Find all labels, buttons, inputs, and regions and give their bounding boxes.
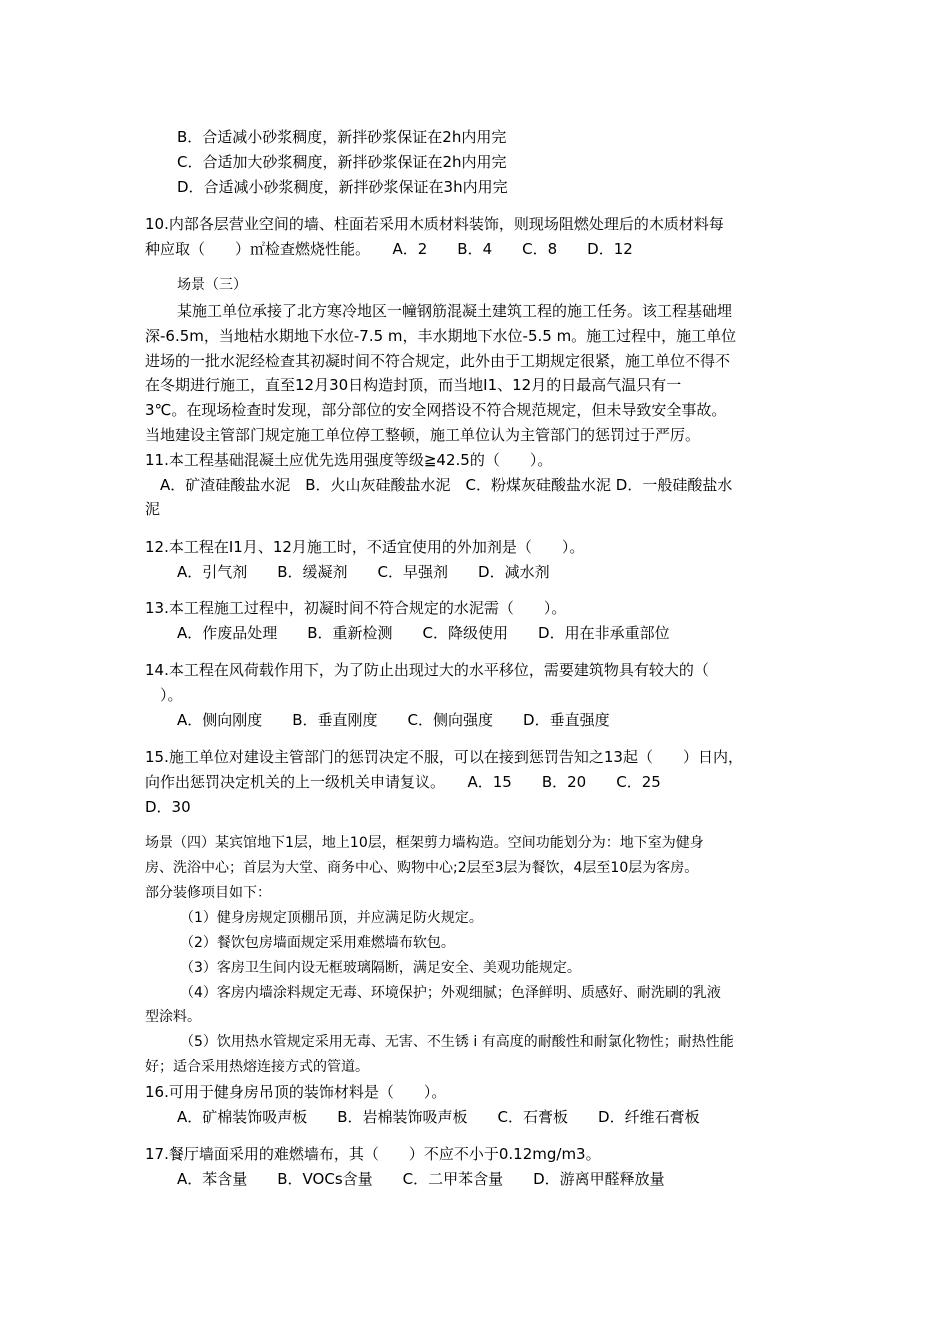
q11-options: A．矿渣硅酸盐水泥 B．火山灰硅酸盐水泥 C．粉煤灰硅酸盐水泥 D．一般硅酸盐水 bbox=[160, 476, 733, 494]
q13-options: A．作废品处理 B．重新检测 C．降级使用 D．用在非承重部位 bbox=[177, 624, 670, 642]
scenario-4-line1: 场景（四）某宾馆地下1层，地上10层，框架剪力墙构造。空间功能划分为：地下室为健身 bbox=[145, 835, 704, 851]
q10-stem-line2: 种应取（ ）㎡检查燃烧性能。 A．2 B．4 C．8 D．12 bbox=[145, 240, 633, 258]
scenario-4-item4: （4）客房内墙涂料规定无毒、环境保护；外观细腻；色泽鲜明、质感好、耐洗刷的乳液 bbox=[180, 985, 721, 1001]
q17-options: A．苯含量 B．VOCs含量 C．二甲苯含量 D．游离甲醛释放量 bbox=[177, 1170, 665, 1188]
q13-stem: 13.本工程施工过程中，初凝时间不符合规定的水泥需（ ）。 bbox=[145, 599, 567, 617]
scenario-3-line2: 深-6.5m，当地枯水期地下水位-7.5 m，丰水期地下水位-5.5 m。施工过程中，施工单位 bbox=[145, 327, 737, 345]
q14-options: A．侧向刚度 B．垂直刚度 C．侧向强度 D．垂直强度 bbox=[177, 711, 610, 729]
q12-stem: 12.本工程在I1月、12月施工时，不适宜使用的外加剂是（ ）。 bbox=[145, 538, 585, 556]
q17-stem: 17.餐厅墙面采用的难燃墙布，其（ ）不应不小于0.12mg/m3。 bbox=[145, 1145, 601, 1163]
scenario-3-line5: 3℃。在现场检查时发现，部分部位的安全网搭设不符合规范规定，但未导致安全事故。 bbox=[145, 401, 727, 419]
scenario-4-line3: 部分装修项目如下： bbox=[145, 885, 271, 901]
scenario-3-line6: 当地建设主管部门规定施工单位停工整顿，施工单位认为主管部门的惩罚过于严厉。 bbox=[145, 426, 701, 444]
scenario-4-item4-wrap: 型涂料。 bbox=[145, 1009, 201, 1025]
scenario-4-line2: 房、洗浴中心；首层为大堂、商务中心、购物中心;2层至3层为餐饮，4层至10层为客房。 bbox=[145, 860, 699, 876]
scenario-3-line4: 在冬期进行施工，直至12月30日构造封顶，而当地I1、12月的日最高气温只有一 bbox=[145, 376, 682, 394]
scenario-3-heading: 场景（三） bbox=[177, 277, 247, 293]
q16-options: A．矿棉装饰吸声板 B．岩棉装饰吸声板 C．石膏板 D．纤维石膏板 bbox=[177, 1108, 700, 1126]
q16-stem: 16.可用于健身房吊顶的装饰材料是（ ）。 bbox=[145, 1083, 447, 1101]
q14-stem-line1: 14.本工程在风荷载作用下，为了防止出现过大的水平移位，需要建筑物具有较大的（ bbox=[145, 661, 709, 679]
q15-stem-line2: 向作出惩罚决定机关的上一级机关申请复议。 A．15 B．20 C．25 bbox=[145, 773, 661, 791]
q11-options-wrap: 泥 bbox=[145, 500, 161, 518]
scenario-4-item1: （1）健身房规定顶棚吊顶，并应满足防火规定。 bbox=[180, 910, 483, 926]
q9-option-b: B．合适减小砂浆稠度，新拌砂浆保证在2h内用完 bbox=[177, 128, 507, 146]
q9-option-c: C．合适加大砂浆稠度，新拌砂浆保证在2h内用完 bbox=[177, 153, 507, 171]
q12-options: A．引气剂 B．缓凝剂 C．早强剂 D．减水剂 bbox=[177, 563, 550, 581]
q15-option-d: D．30 bbox=[145, 798, 191, 816]
scenario-4-item2: （2）餐饮包房墙面规定采用难燃墙布软包。 bbox=[180, 935, 455, 951]
q9-option-d: D．合适减小砂浆稠度，新拌砂浆保证在3h内用完 bbox=[177, 178, 508, 196]
scenario-3-line3: 进场的一批水泥经检查其初凝时间不符合规定，此外由于工期规定很紧，施工单位不得不 bbox=[145, 352, 731, 370]
q14-stem-line2: ）。 bbox=[160, 686, 183, 704]
scenario-4-item3: （3）客房卫生间内设无框玻璃隔断，满足安全、美观功能规定。 bbox=[180, 960, 581, 976]
scenario-4-item5: （5）饮用热水管规定采用无毒、无害、不生锈 i 有高度的耐酸性和耐氯化物性；耐热性能 bbox=[180, 1034, 734, 1050]
scenario-3-line1: 某施工单位承接了北方寒冷地区一幢钢筋混凝土建筑工程的施工任务。该工程基础埋 bbox=[177, 302, 733, 320]
q10-stem-line1: 10.内部各层营业空间的墙、柱面若采用木质材料装饰，则现场阻燃处理后的木质材料每 bbox=[145, 215, 724, 233]
q15-stem-line1: 15.施工单位对建设主管部门的惩罚决定不服，可以在接到惩罚告知之13起（ ）日内， bbox=[145, 748, 743, 766]
scenario-4-item5-wrap: 好；适合采用热熔连接方式的管道。 bbox=[145, 1059, 369, 1075]
q11-stem: 11.本工程基础混凝土应优先选用强度等级≧42.5的（ ）。 bbox=[145, 451, 553, 469]
